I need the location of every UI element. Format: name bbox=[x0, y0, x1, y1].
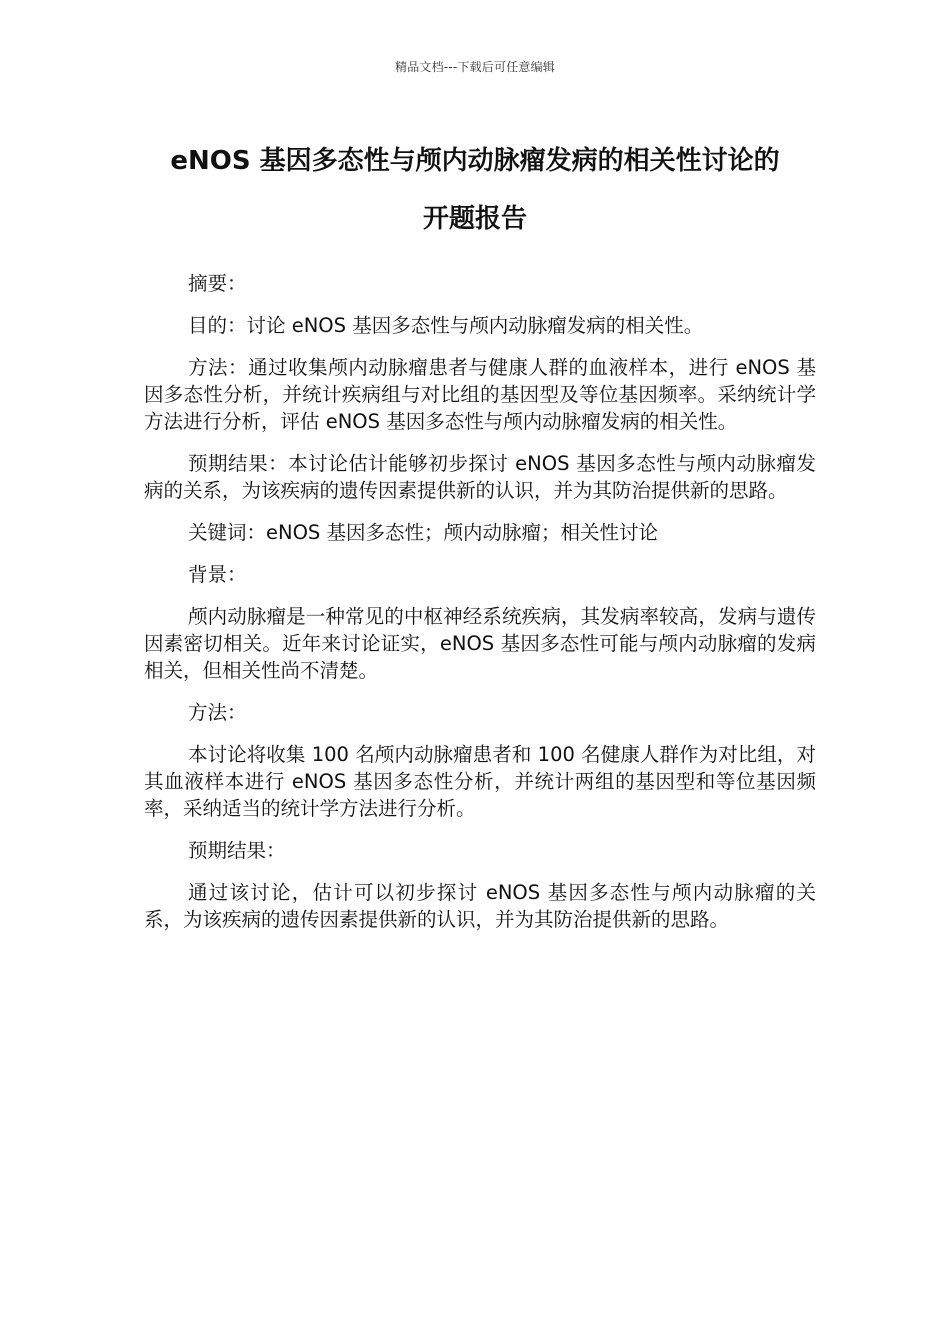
expected-result-summary-paragraph: 预期结果：本讨论估计能够初步探讨 eNOS 基因多态性与颅内动脉瘤发病的关系，为该疾病的遗传因素提供新的认识，并为其防治提供新的思路。 bbox=[144, 452, 816, 502]
expected-result-paragraph: 通过该讨论，估计可以初步探讨 eNOS 基因多态性与颅内动脉瘤的关系，为该疾病的遗传因素提供新的认识，并为其防治提供新的思路。 bbox=[144, 881, 816, 931]
background-heading: 背景： bbox=[188, 563, 247, 586]
title-line-2: 开题报告 bbox=[422, 204, 527, 234]
abstract-heading: 摘要： bbox=[188, 272, 247, 295]
method-heading: 方法： bbox=[188, 701, 247, 724]
method-summary-paragraph: 方法：通过收集颅内动脉瘤患者与健康人群的血液样本，进行 eNOS 基因多态性分析，并统计疾病组与对比组的基因型及等位基因频率。采纳统计学方法进行分析，评估 eNOS 基因多态性与颅内动脉瘤发病的相关性。 bbox=[144, 356, 816, 433]
keywords-paragraph: 关键词：eNOS 基因多态性；颅内动脉瘤；相关性讨论 bbox=[188, 521, 659, 544]
background-paragraph: 颅内动脉瘤是一种常见的中枢神经系统疾病，其发病率较高，发病与遗传因素密切相关。近年来讨论证实，eNOS 基因多态性可能与颅内动脉瘤的发病相关，但相关性尚不清楚。 bbox=[144, 605, 816, 682]
method-paragraph: 本讨论将收集 100 名颅内动脉瘤患者和 100 名健康人群作为对比组，对其血液样本进行 eNOS 基因多态性分析，并统计两组的基因型和等位基因频率，采纳适当的统计学方法进行分析。 bbox=[144, 743, 816, 820]
document-title bbox=[100, 132, 850, 248]
page-header: 精品文档---下载后可任意编辑 bbox=[395, 60, 555, 74]
document-body bbox=[144, 270, 816, 948]
objective-paragraph: 目的：讨论 eNOS 基因多态性与颅内动脉瘤发病的相关性。 bbox=[188, 314, 704, 337]
title-line-1: eNOS 基因多态性与颅内动脉瘤发病的相关性讨论的 bbox=[170, 146, 780, 176]
expected-result-heading: 预期结果： bbox=[188, 839, 286, 862]
